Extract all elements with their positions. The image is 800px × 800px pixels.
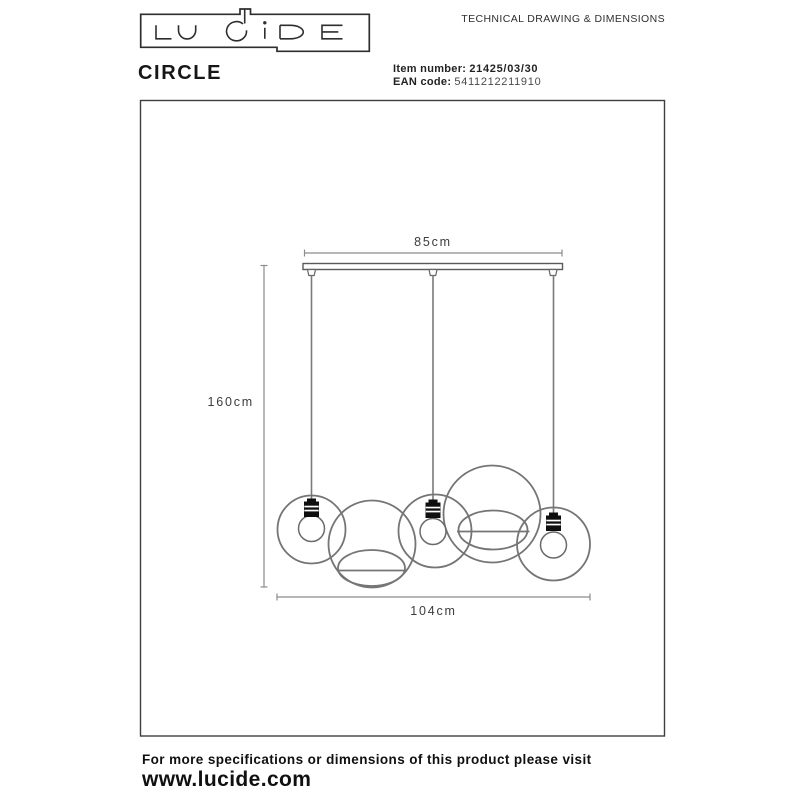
logo-box: [141, 9, 370, 51]
dim-label-bar-width: 85cm: [414, 235, 452, 249]
socket-right: [546, 513, 561, 532]
drawing-frame: [141, 101, 665, 737]
item-number-label: Item number:: [393, 63, 467, 75]
cord-canopies: [308, 270, 558, 276]
sheet-title: TECHNICAL DRAWING & DIMENSIONS: [461, 13, 665, 25]
logo-letter-c: [227, 22, 247, 41]
bulb-left: [299, 516, 325, 542]
canopy: [549, 270, 557, 276]
lucide-logo: [141, 9, 370, 51]
dimension-bar-width: [305, 250, 563, 257]
dim-label-height: 160cm: [207, 395, 254, 409]
socket-middle: [426, 500, 441, 519]
dim-label-overall-width: 104cm: [410, 604, 457, 618]
logo-letter-l: [156, 25, 172, 39]
ean-label: EAN code:: [393, 75, 452, 88]
logo-letter-u: [179, 25, 196, 39]
product-identifiers: [393, 63, 541, 88]
dimension-height: [261, 266, 268, 588]
logo-letter-i-dot: [263, 21, 266, 24]
item-number-value: 21425/03/30: [469, 63, 539, 75]
ring-4-inner-ellipse: [459, 511, 528, 550]
canopy: [429, 270, 437, 276]
footer-website: www.lucide.com: [142, 768, 312, 791]
ean-row: [393, 76, 541, 89]
bulb-right: [541, 532, 567, 558]
pendant-technical-drawing: [207, 235, 590, 618]
logo-letter-d: [280, 25, 303, 39]
ring-4: [444, 466, 541, 563]
suspension-cords: [312, 276, 554, 514]
bulb-middle: [420, 519, 446, 545]
ceiling-bar: [303, 264, 563, 270]
item-number-row: [393, 63, 541, 76]
logo-letter-e: [322, 25, 343, 39]
ean-value: 5411212211910: [454, 75, 542, 88]
dimension-overall-width: [277, 594, 590, 601]
footer-note: For more specifications or dimensions of this product please visit: [142, 752, 592, 767]
product-name: CIRCLE: [138, 62, 223, 84]
socket-left: [304, 499, 319, 518]
canopy: [308, 270, 316, 276]
ring-2-inner-ellipse: [338, 550, 405, 586]
